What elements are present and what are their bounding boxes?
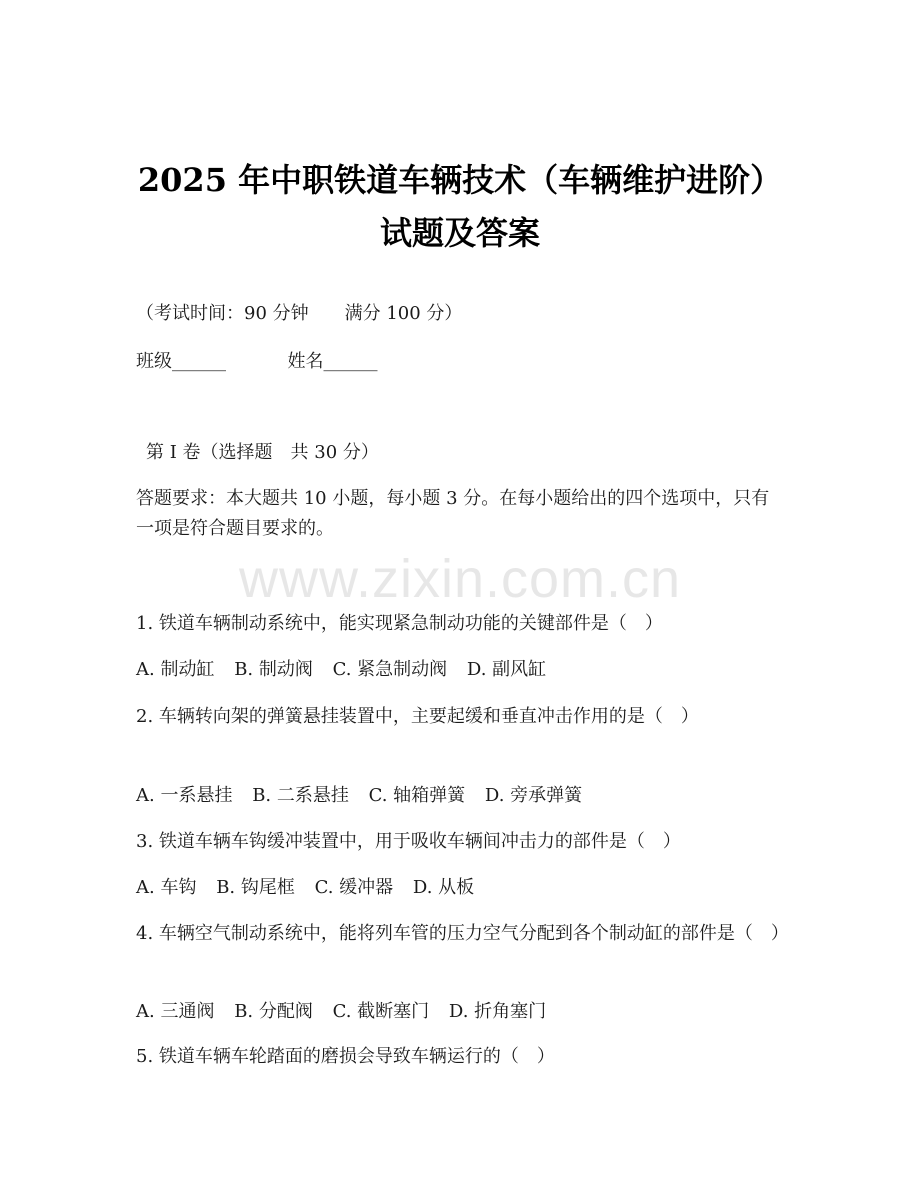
instructions: 答题要求：本大题共 10 小题，每小题 3 分。在每小题给出的四个选项中，只有一项是符合题目要求的。 xyxy=(136,488,770,539)
option: D. 从板 xyxy=(412,877,475,898)
question-2: 2. 车辆转向架的弹簧悬挂装置中，主要起缓和垂直冲击作用的是（ ） xyxy=(136,706,699,727)
option: D. 旁承弹簧 xyxy=(484,785,583,806)
option: A. 制动缸 xyxy=(136,659,215,680)
option: B. 制动阀 xyxy=(234,659,313,680)
option: A. 车钩 xyxy=(136,877,197,898)
option: C. 缓冲器 xyxy=(314,877,394,898)
option: C. 轴箱弹簧 xyxy=(368,785,466,806)
document-title-line2: 试题及答案 xyxy=(379,214,540,252)
question-5: 5. 铁道车辆车轮踏面的磨损会导致车辆运行的（ ） xyxy=(136,1046,555,1067)
student-fields xyxy=(136,350,377,374)
option: D. 副风缸 xyxy=(466,659,547,680)
option: A. 三通阀 xyxy=(136,1001,215,1022)
option: A. 一系悬挂 xyxy=(136,785,233,806)
watermark: www.zixin.com.cn xyxy=(238,549,682,609)
option: D. 折角塞门 xyxy=(448,1001,547,1022)
exam-info: （考试时间：90 分钟 满分 100 分） xyxy=(136,303,463,324)
option: B. 二系悬挂 xyxy=(252,785,349,806)
question-2-options xyxy=(136,784,596,808)
question-4-options xyxy=(136,1000,560,1024)
class-field: 班级______ xyxy=(136,351,226,372)
option: C. 紧急制动阀 xyxy=(332,659,448,680)
option: B. 钩尾框 xyxy=(216,877,295,898)
document-title-line1: 2025 年中职铁道车辆技术（车辆维护进阶） xyxy=(137,161,783,199)
option: C. 截断塞门 xyxy=(332,1001,430,1022)
option: B. 分配阀 xyxy=(234,1001,313,1022)
section-title: 第 I 卷（选择题 共 30 分） xyxy=(146,442,379,463)
question-3: 3. 铁道车辆车钩缓冲装置中，用于吸收车辆间冲击力的部件是（ ） xyxy=(136,831,681,852)
question-3-options xyxy=(136,876,488,900)
question-1: 1. 铁道车辆制动系统中，能实现紧急制动功能的关键部件是（ ） xyxy=(136,613,663,634)
question-1-options xyxy=(136,658,560,682)
question-4: 4. 车辆空气制动系统中，能将列车管的压力空气分配到各个制动缸的部件是（ ） xyxy=(136,923,789,944)
name-field: 姓名______ xyxy=(287,351,378,372)
